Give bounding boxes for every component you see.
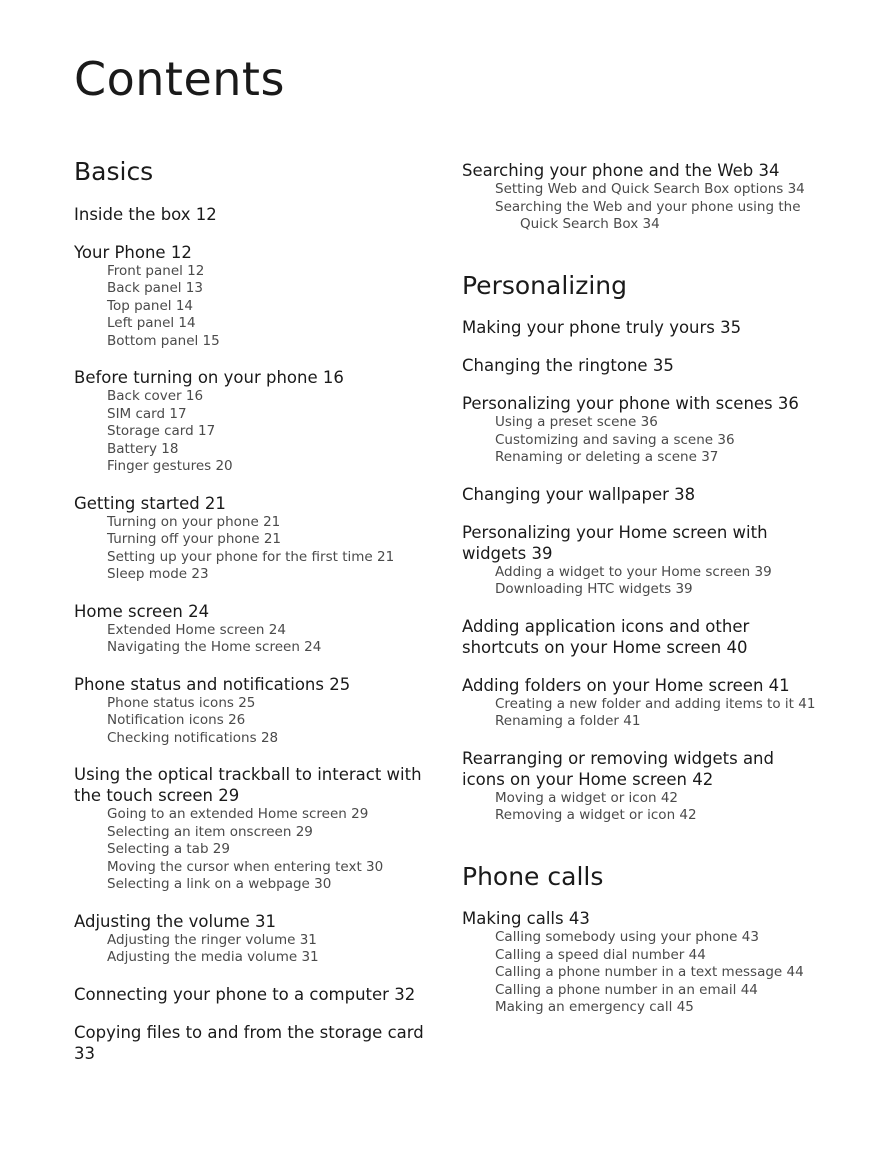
toc-subentry[interactable]: Downloading HTC widgets 39	[495, 581, 693, 597]
toc-subentry[interactable]: Adding a widget to your Home screen 39	[495, 563, 772, 580]
toc-subentry[interactable]: Checking notifications 28	[107, 729, 279, 746]
toc-entry-title[interactable]: Copying files to and from the storage card 33	[74, 1022, 424, 1063]
phone-calls-entries	[462, 908, 822, 1017]
toc-entry-title[interactable]: Searching your phone and the Web 34	[462, 161, 780, 180]
toc-subentry[interactable]: Sleep mode 23	[107, 566, 209, 582]
toc-subentry[interactable]: Navigating the Home screen 24	[107, 639, 322, 655]
toc-subentry-list	[462, 790, 822, 825]
toc-subentry[interactable]: Phone status icons 25	[107, 694, 256, 711]
toc-subentry-list	[462, 564, 822, 599]
toc-entry[interactable]	[74, 367, 424, 476]
toc-subentry-list	[74, 388, 424, 476]
toc-subentry[interactable]: Adjusting the ringer volume 31	[107, 931, 317, 948]
toc-entry[interactable]	[462, 355, 822, 376]
basics-entries	[74, 204, 424, 1064]
toc-subentry[interactable]: Left panel 14	[107, 315, 196, 331]
toc-entry[interactable]	[462, 393, 822, 467]
toc-subentry[interactable]: Moving a widget or icon 42	[495, 789, 679, 806]
toc-entry[interactable]	[74, 674, 424, 748]
toc-subentry-list	[462, 414, 822, 467]
toc-subentry-list	[74, 622, 424, 657]
toc-entry[interactable]	[462, 616, 822, 658]
section-heading-basics: Basics	[74, 157, 154, 186]
toc-subentry[interactable]: Using a preset scene 36	[495, 414, 658, 430]
toc-entry-title[interactable]: Connecting your phone to a computer 32	[74, 984, 416, 1004]
toc-subentry[interactable]: Calling somebody using your phone 43	[495, 929, 759, 945]
toc-entry-title[interactable]: Using the optical trackball to interact with the touch screen 29	[74, 765, 422, 805]
toc-subentry-list	[74, 806, 424, 894]
toc-entry-title[interactable]: Your Phone 12	[74, 242, 192, 262]
toc-subentry[interactable]: Customizing and saving a scene 36	[495, 431, 735, 448]
toc-subentry[interactable]: Going to an extended Home screen 29	[107, 806, 369, 822]
toc-entry[interactable]	[74, 204, 424, 225]
section-heading-personalizing: Personalizing	[462, 270, 628, 300]
toc-entry[interactable]	[74, 984, 424, 1005]
toc-subentry[interactable]: Notification icons 26	[107, 712, 246, 728]
toc-subentry[interactable]: Renaming a folder 41	[495, 713, 641, 729]
personalizing-entries	[462, 317, 822, 825]
toc-entry-title[interactable]: Personalizing your phone with scenes 36	[462, 394, 799, 413]
toc-subentry[interactable]: Calling a phone number in an email 44	[495, 981, 758, 998]
toc-subentry[interactable]: Top panel 14	[107, 297, 193, 314]
toc-entry-title[interactable]: Inside the box 12	[74, 204, 217, 224]
section-heading-phone-calls: Phone calls	[462, 861, 604, 891]
toc-entry[interactable]	[462, 748, 822, 825]
toc-entry-title[interactable]: Changing your wallpaper 38	[462, 484, 696, 504]
page-title: Contents	[74, 52, 285, 106]
toc-entry-title[interactable]: Home screen 24	[74, 601, 210, 621]
toc-subentry[interactable]: Storage card 17	[107, 423, 216, 439]
left-column	[74, 150, 424, 1064]
toc-subentry[interactable]: Moving the cursor when entering text 30	[107, 858, 384, 875]
toc-subentry[interactable]: Battery 18	[107, 440, 179, 457]
toc-subentry-list	[462, 696, 822, 731]
toc-subentry[interactable]: Removing a widget or icon 42	[495, 807, 697, 823]
toc-subentry[interactable]: Turning off your phone 21	[107, 531, 282, 547]
toc-subentry[interactable]: Setting Web and Quick Search Box options 34	[495, 181, 805, 197]
toc-entry[interactable]	[462, 484, 822, 505]
toc-entry[interactable]	[462, 522, 822, 599]
toc-subentry[interactable]: Front panel 12	[107, 262, 205, 279]
toc-subentry[interactable]: Extended Home screen 24	[107, 621, 286, 638]
toc-subentry[interactable]: Finger gestures 20	[107, 458, 233, 474]
toc-entry-title[interactable]: Adding folders on your Home screen 41	[462, 675, 790, 695]
toc-entry[interactable]	[74, 242, 424, 351]
toc-subentry[interactable]: Making an emergency call 45	[495, 999, 694, 1015]
toc-entry-title[interactable]: Adjusting the volume 31	[74, 911, 277, 931]
toc-subentry[interactable]: Creating a new folder and adding items to it 41	[495, 695, 816, 712]
toc-subentry[interactable]: Adjusting the media volume 31	[107, 949, 319, 965]
toc-entry[interactable]	[462, 908, 822, 1017]
toc-subentry[interactable]: Selecting a tab 29	[107, 841, 230, 857]
toc-subentry[interactable]: Turning on your phone 21	[107, 513, 281, 530]
toc-entry[interactable]	[74, 1022, 424, 1064]
toc-entry[interactable]	[74, 911, 424, 967]
toc-subentry-list	[462, 181, 822, 234]
toc-subentry-list	[74, 695, 424, 748]
toc-subentry[interactable]: Back panel 13	[107, 280, 203, 296]
toc-entry-title[interactable]: Phone status and notifications 25	[74, 674, 351, 694]
toc-entry[interactable]	[74, 601, 424, 657]
toc-entry-title[interactable]: Rearranging or removing widgets and icons on your Home screen 42	[462, 748, 774, 789]
toc-subentry[interactable]: Renaming or deleting a scene 37	[495, 449, 719, 465]
toc-subentry[interactable]: Back cover 16	[107, 388, 204, 404]
toc-subentry[interactable]: Searching the Web and your phone using the Quick Search Box 34	[495, 198, 801, 232]
toc-subentry[interactable]: Calling a phone number in a text message 44	[495, 964, 804, 980]
toc-subentry-list	[74, 263, 424, 351]
toc-subentry-list	[74, 514, 424, 584]
toc-entry[interactable]	[74, 764, 424, 894]
toc-subentry[interactable]: SIM card 17	[107, 405, 187, 422]
toc-subentry[interactable]: Calling a speed dial number 44	[495, 946, 706, 963]
toc-entry-title[interactable]: Making calls 43	[462, 909, 590, 928]
toc-subentry-list	[74, 932, 424, 967]
toc-entry-title[interactable]: Making your phone truly yours 35	[462, 318, 742, 337]
toc-entry[interactable]	[462, 675, 822, 731]
right-column	[462, 150, 822, 1017]
toc-entry[interactable]	[462, 317, 822, 338]
toc-entry-title[interactable]: Adding application icons and other shortcuts on your Home screen 40	[462, 616, 750, 657]
toc-subentry[interactable]: Selecting an item onscreen 29	[107, 823, 313, 840]
toc-entry-title[interactable]: Personalizing your Home screen with widgets 39	[462, 522, 768, 563]
toc-subentry[interactable]: Selecting a link on a webpage 30	[107, 876, 332, 892]
toc-subentry-list	[462, 929, 822, 1017]
toc-entry-title[interactable]: Changing the ringtone 35	[462, 356, 674, 375]
toc-subentry[interactable]: Bottom panel 15	[107, 332, 220, 349]
toc-entry[interactable]	[74, 493, 424, 584]
toc-entry-title[interactable]: Getting started 21	[74, 493, 226, 513]
toc-subentry[interactable]: Setting up your phone for the first time 21	[107, 548, 395, 565]
toc-entry-title[interactable]: Before turning on your phone 16	[74, 368, 344, 387]
search-entry	[462, 160, 822, 234]
